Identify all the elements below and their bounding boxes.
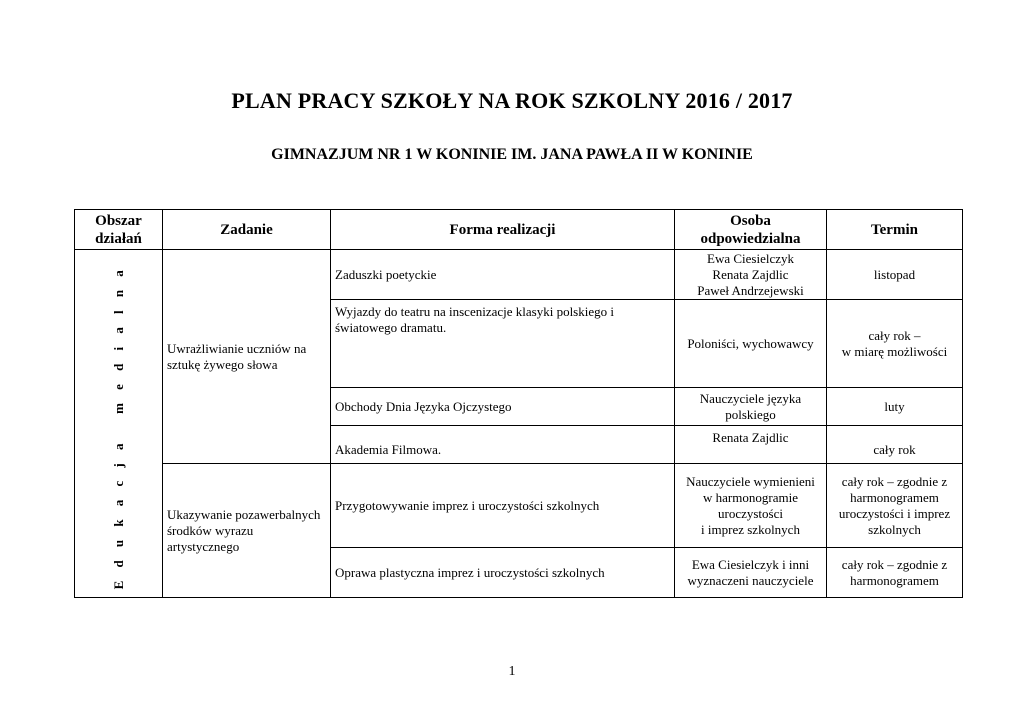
- osoba-cell: Nauczyciele języka polskiego: [675, 388, 827, 426]
- header-forma: Forma realizacji: [331, 210, 675, 250]
- forma-cell: Obchody Dnia Języka Ojczystego: [331, 388, 675, 426]
- obszar-cell: [75, 250, 163, 598]
- obszar-value: Edukacja medialna: [110, 257, 126, 590]
- osoba-cell: Nauczyciele wymienieni w harmonogramie uroczystości i imprez szkolnych: [675, 464, 827, 548]
- termin-cell: cały rok – w miarę możliwości: [827, 300, 963, 388]
- forma-cell: Wyjazdy do teatru na inscenizacje klasyki polskiego i światowego dramatu.: [331, 300, 675, 388]
- forma-cell: Zaduszki poetyckie: [331, 250, 675, 300]
- osoba-cell: Ewa Ciesielczyk Renata Zajdlic Paweł Andrzejewski: [675, 250, 827, 300]
- page-number: 1: [508, 664, 516, 679]
- osoba-cell: Renata Zajdlic: [675, 426, 827, 464]
- document-subtitle: GIMNAZJUM NR 1 W KONINIE IM. JANA PAWŁA II W KONINIE: [271, 146, 753, 163]
- table-row: [75, 464, 963, 548]
- forma-cell: Oprawa plastyczna imprez i uroczystości szkolnych: [331, 548, 675, 598]
- header-termin: Termin: [827, 210, 963, 250]
- termin-cell: cały rok – zgodnie z harmonogramem: [827, 548, 963, 598]
- zadanie-cell-2: Ukazywanie pozawerbalnych środków wyrazu artystycznego: [163, 464, 331, 598]
- plan-table: [74, 209, 963, 598]
- table-header-row: [75, 210, 963, 250]
- header-zadanie: Zadanie: [163, 210, 331, 250]
- forma-cell: Przygotowywanie imprez i uroczystości szkolnych: [331, 464, 675, 548]
- header-osoba: Osoba odpowiedzialna: [675, 210, 827, 250]
- osoba-cell: Ewa Ciesielczyk i inni wyznaczeni nauczyciele: [675, 548, 827, 598]
- termin-cell: listopad: [827, 250, 963, 300]
- zadanie-cell-1: Uwrażliwianie uczniów na sztukę żywego słowa: [163, 250, 331, 464]
- termin-cell: luty: [827, 388, 963, 426]
- header-obszar: Obszar działań: [75, 210, 163, 250]
- table-row: [75, 250, 963, 300]
- termin-cell: cały rok: [827, 426, 963, 464]
- document-title: PLAN PRACY SZKOŁY NA ROK SZKOLNY 2016 / 2017: [231, 88, 793, 113]
- osoba-cell: Poloniści, wychowawcy: [675, 300, 827, 388]
- termin-cell: cały rok – zgodnie z harmonogramem uroczystości i imprez szkolnych: [827, 464, 963, 548]
- forma-cell: Akademia Filmowa.: [331, 426, 675, 464]
